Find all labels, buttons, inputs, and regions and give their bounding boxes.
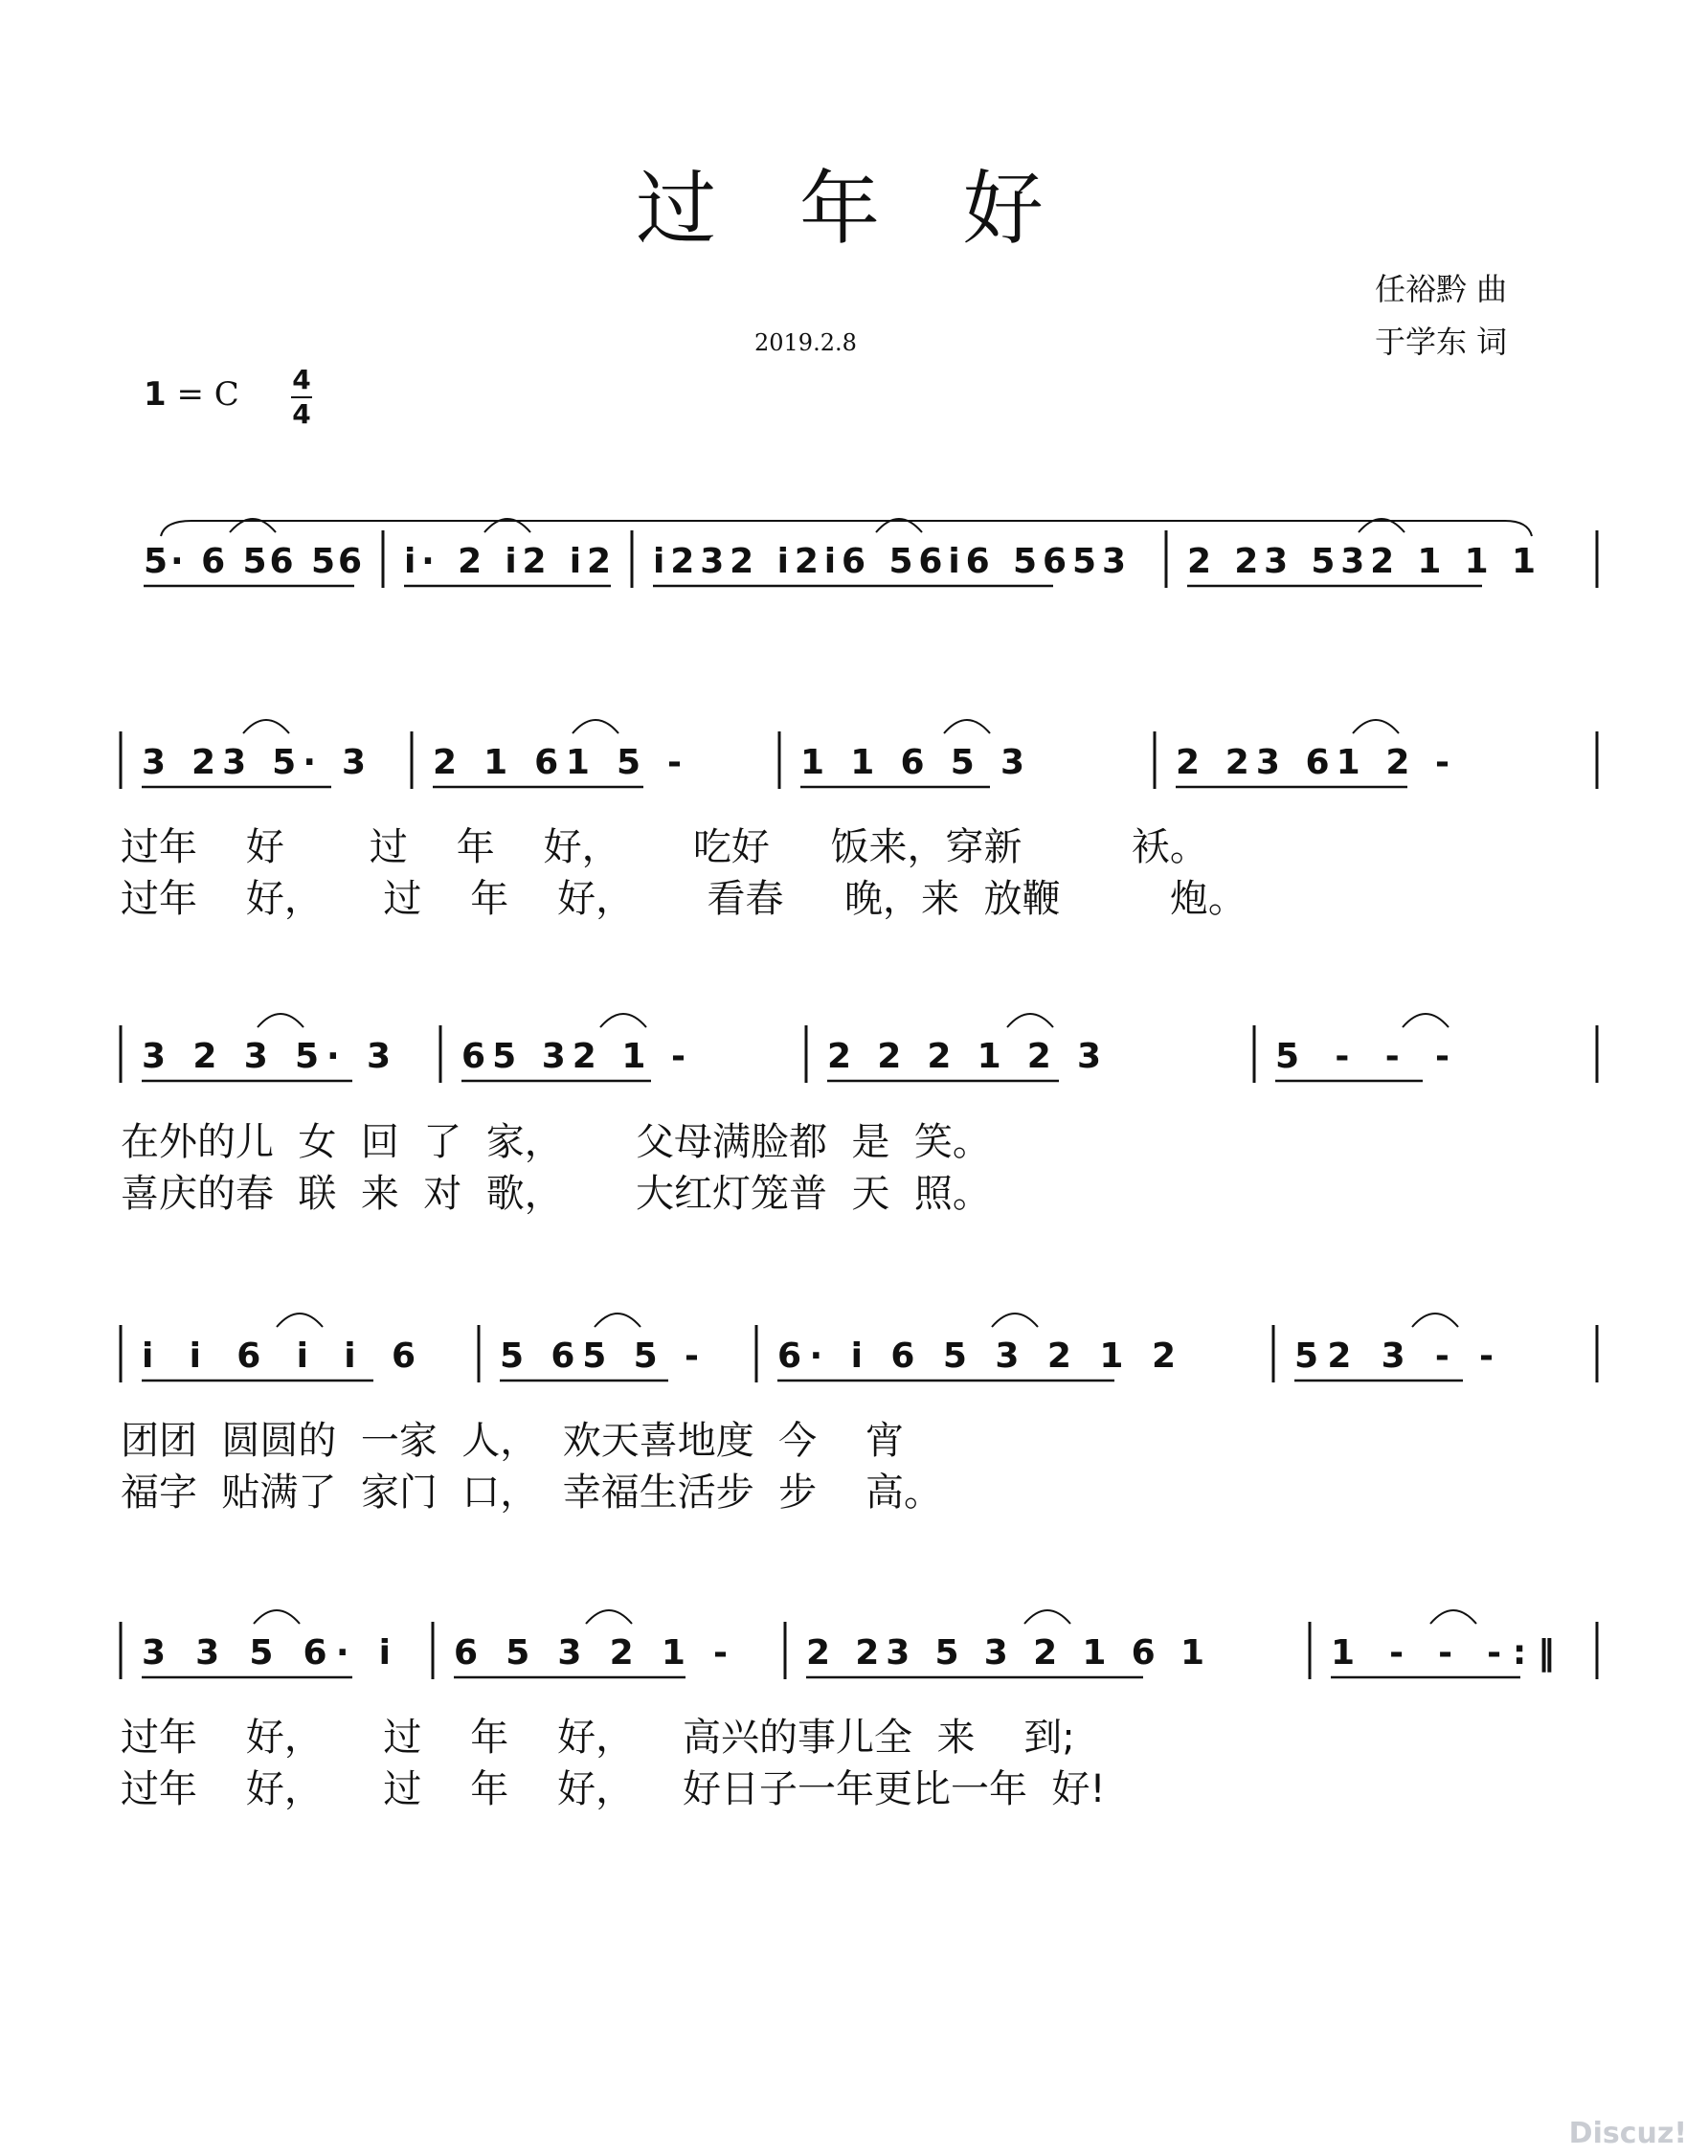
measure-notes: 2 23 532 1 1 1 [1187,542,1536,581]
lyrics-line-1a: 过年 好 过 年 好， 吃好 饭来，穿新 袄。 [121,825,1208,869]
lyricist-credit: 于学东 词 [1375,324,1508,360]
measure-notes: 2 1 61 5 - [433,743,682,782]
measure-notes: 3 3 5 6· i [142,1633,391,1673]
measure-notes: 2 2 2 1 2 3 [827,1037,1101,1076]
date-label: 2019.2.8 [754,329,857,356]
lyrics-line-4a: 过年 好， 过 年 好， 高兴的事儿全 来 到; [121,1716,1075,1760]
phrase-slur [161,521,1532,536]
tie-slur [243,720,289,733]
tie-slur [1403,1014,1449,1027]
measure-notes: 3 2 3 5· 3 [142,1037,391,1076]
composer-credit: 任裕黔 曲 [1375,271,1508,307]
time-bottom: 4 [292,398,311,430]
key-number: 1 [144,375,167,414]
tie-slur [254,1610,300,1624]
tie-slur [586,1610,632,1624]
tie-slur [944,720,990,733]
measure-notes: 6· i 6 5 3 2 1 2 [777,1336,1176,1376]
tie-slur [600,1014,646,1027]
lyrics-line-3a: 团团 圆圆的 一家 人， 欢天喜地度 今 宵 [121,1419,905,1463]
measure-notes: i232 i2i6 56i6 5653 [653,542,1126,581]
measure-notes: 2 23 61 2 - [1176,743,1450,782]
measure-notes: 1 - - -:‖ [1331,1633,1555,1673]
tie-slur [258,1014,303,1027]
tie-slur [1353,720,1399,733]
tie-slur [992,1314,1038,1327]
watermark: Discuz! [1568,2117,1687,2150]
lyrics-line-4b: 过年 好， 过 年 好， 好日子一年更比一年 好! [121,1767,1106,1811]
measure-notes: 65 32 1 - [461,1037,685,1076]
tie-slur [1430,1610,1476,1624]
measure-notes: i· 2 i2 i2 [404,542,611,581]
tie-slur [1412,1314,1458,1327]
measure-notes: 2 23 5 3 2 1 6 1 [806,1633,1204,1673]
measure-notes: 3 23 5· 3 [142,743,366,782]
song-title: 过 年 好 [636,162,1072,256]
lyrics-line-2b: 喜庆的春 联 来 对 歌， 大红灯笼普 天 照。 [121,1172,991,1216]
measure-notes: 5· 6 56 56 [144,542,362,581]
measure-notes: 5 65 5 - [500,1336,699,1376]
lyrics-line-3b: 福字 贴满了 家门 口， 幸福生活步 步 高。 [121,1471,943,1515]
tie-slur [573,720,618,733]
measure-notes: 52 3 - - [1294,1336,1494,1376]
measure-notes: 6 5 3 2 1 - [454,1633,728,1673]
tie-slur [277,1314,323,1327]
tie-slur [595,1314,640,1327]
tie-slur [1007,1014,1053,1027]
lyrics-line-2a: 在外的儿 女 回 了 家， 父母满脸都 是 笑。 [121,1120,991,1164]
measure-notes: 1 1 6 5 3 [800,743,1024,782]
measure-notes: i i 6 i i 6 [142,1336,416,1376]
time-top: 4 [292,364,311,395]
measure-notes: 5 - - - [1275,1037,1450,1076]
key-name: = C [176,375,239,414]
tie-slur [1024,1610,1070,1624]
lyrics-line-1b: 过年 好， 过 年 好， 看春 晚，来 放鞭 炮。 [121,877,1247,921]
